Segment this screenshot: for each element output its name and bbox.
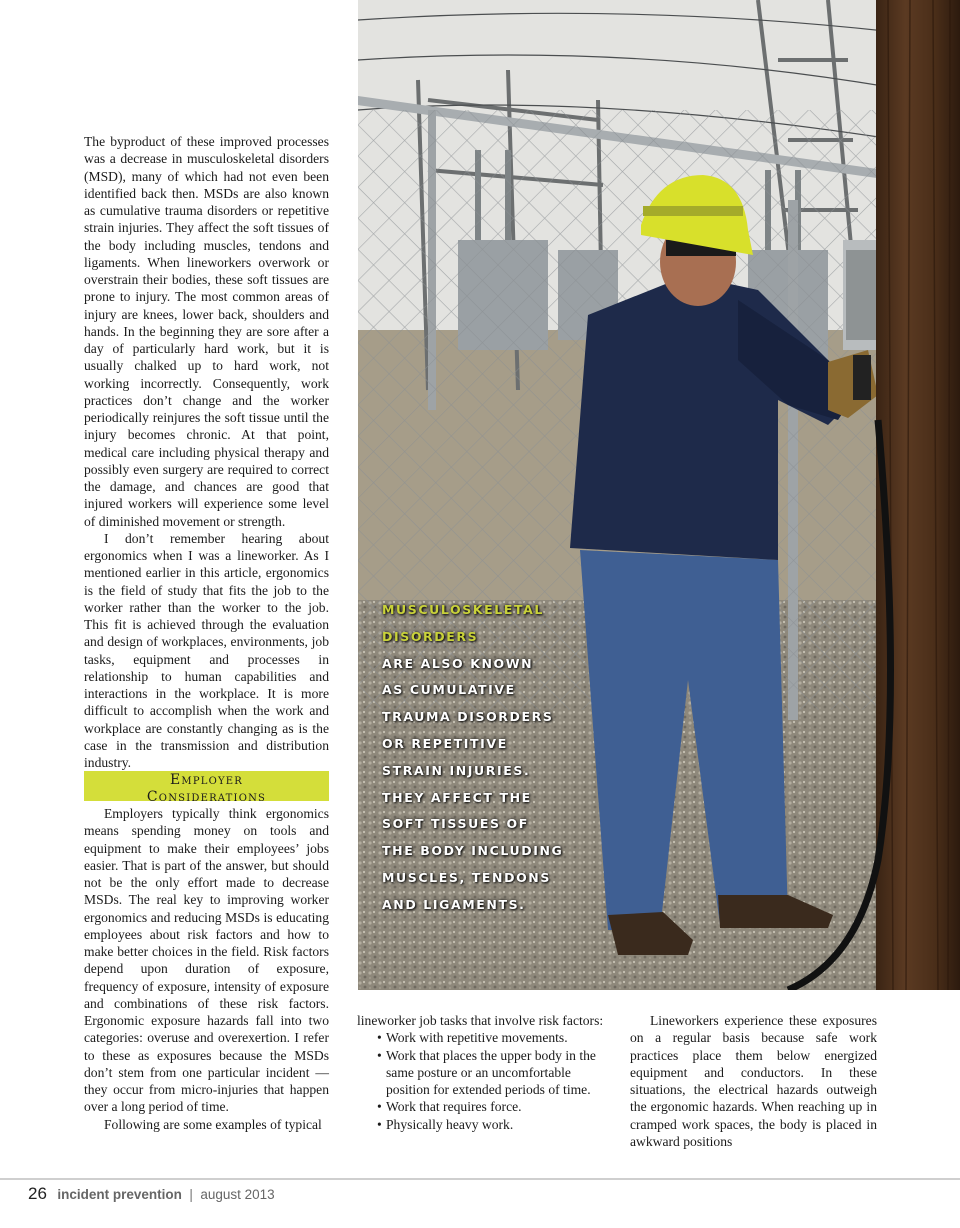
page-number: 26 [28, 1184, 47, 1203]
pull-quote-line: AND LIGAMENTS. [382, 896, 526, 912]
list-item: • Physically heavy work. [377, 1116, 607, 1133]
article-column-1-top [84, 133, 329, 771]
article-paragraph: Following are some examples of typical [104, 1116, 322, 1132]
article-column-3 [630, 1012, 877, 1150]
article-paragraph: I don’t remember hearing about ergonomics when I was a lineworker. As I mentioned earlier in this article, ergonomics is the field of study that fits the job to the worker rather than the worker to the job. This fit is achieved through the evaluation and design of workplaces, environments, job tasks, equipment and processes in relationship to human capabilities and interactions in the workplace. It is more difficult to accomplish when the work and workplace are constantly changing as is the case in the transmission and distribution industry. [84, 530, 329, 770]
issue-date: august 2013 [200, 1187, 275, 1202]
article-paragraph: lineworker job tasks that involve risk factors: [357, 1013, 604, 1028]
article-column-2 [357, 1012, 607, 1133]
pull-quote-line: TRAUMA DISORDERS [382, 709, 554, 725]
list-item: • Work that requires force. [377, 1098, 607, 1115]
magazine-name: incident prevention [57, 1187, 182, 1202]
pull-quote-highlight-line: MUSCULOSKELETAL [382, 602, 544, 617]
footer-separator: | [189, 1187, 193, 1202]
pull-quote-line: STRAIN INJURIES. [382, 762, 531, 778]
pull-quote-line: SOFT TISSUES OF [382, 816, 529, 832]
list-item: • Work with repetitive movements. [377, 1029, 607, 1046]
article-paragraph: Employers typically think ergonomics means spending money on tools and equipment to make their employees’ jobs easier. That is part of the answer, but should not be the only effort made to decrease MSDs. The real key to improving worker ergonomics and reducing MSDs is educating employees about risk factors and how to make better choices in the field. Risk factors depend upon duration of exposure, frequency of exposure, intensity of exposure and combinations of these risk factors. Ergonomic exposure hazards fall into two categories: overuse and overexertion. I refer to these as exposures because the MSDs don’t stem from one particular incident — they occur from micro-injuries that happen over a long period of time. [84, 806, 329, 1115]
section-heading-line-2: Considerations [146, 788, 267, 805]
list-item: • Work that places the upper body in the same posture or an uncomfortable position for extended periods of time. [377, 1047, 607, 1099]
pull-quote-highlight-line: DISORDERS [382, 628, 479, 644]
article-paragraph: The byproduct of these improved processes was a decrease in musculoskeletal disorders (MSD), many of which had not even been identified back then. MSDs are also known as cumulative trauma disorders or repetitive strain injuries. They affect the soft tissues of the body including muscles, tendons and ligaments. When lineworkers overwork or overstrain their bodies, these soft tissues are prone to injury. The most common areas of injury are knees, lower back, shoulders and hands. In the beginning they are sore after a day of particularly hard work, but it is usually chalked up to hard work, not working incorrectly. Consequently, work practices don’t change and the worker periodically reinjures the soft tissue until the injury becomes chronic. At that point, medical care including physical therapy and possibly even surgery are required to correct the damage, and chances are good that injured workers will experience some level of diminished movement or strength. [84, 134, 329, 529]
footer-rule [0, 1178, 960, 1180]
pull-quote-line: OR REPETITIVE [382, 735, 508, 751]
article-column-1-bottom [84, 805, 329, 1133]
pull-quote-line: MUSCLES, TENDONS [382, 869, 551, 885]
pull-quote-line: ARE ALSO KNOWN [382, 655, 534, 671]
section-heading-employer-considerations [84, 771, 329, 805]
pull-quote [382, 597, 592, 919]
page-footer [28, 1184, 275, 1204]
article-paragraph: Lineworkers experience these exposures on a regular basis because safe work practices place them below energized equipment and conductors. In these situations, the electrical hazards outweigh the ergonomic hazards. When reaching up in cramped work spaces, the body is placed in awkward positions [630, 1013, 877, 1149]
pull-quote-line: THEY AFFECT THE [382, 789, 532, 805]
pull-quote-line: THE BODY INCLUDING [382, 843, 564, 859]
section-heading-line-1: Employer [169, 772, 244, 788]
pull-quote-line: AS CUMULATIVE [382, 682, 516, 698]
risk-factor-list [357, 1029, 607, 1133]
